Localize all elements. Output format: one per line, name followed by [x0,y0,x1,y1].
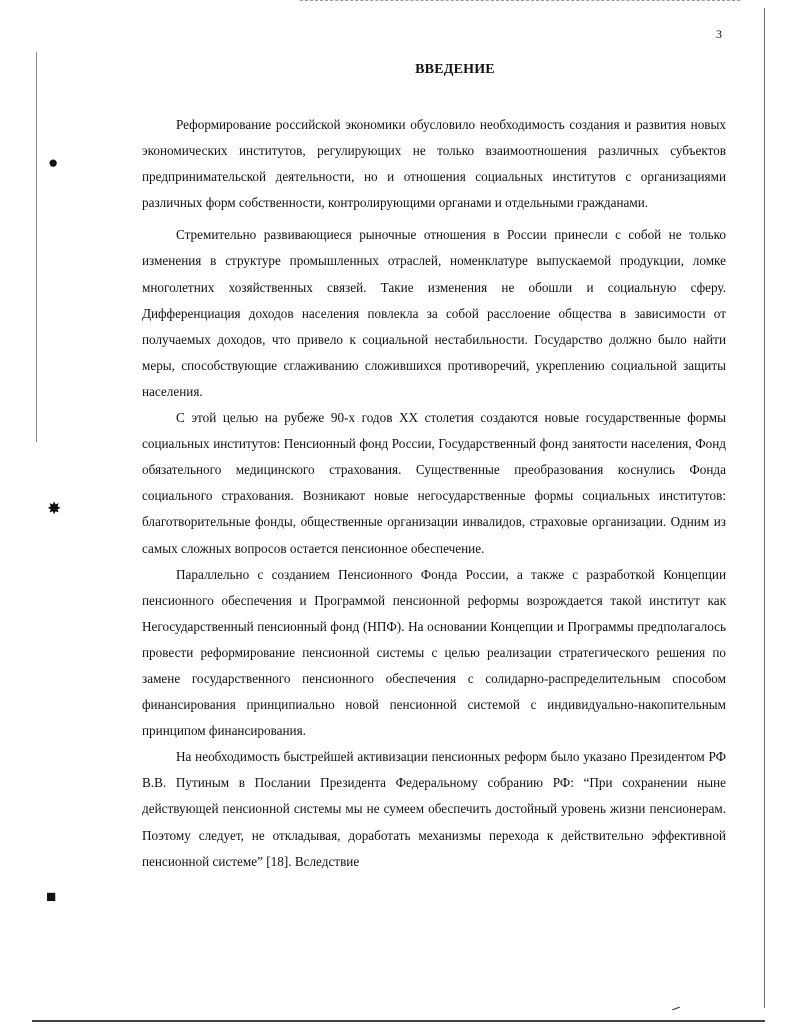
page-title: ВВЕДЕНИЕ [415,62,495,77]
scan-bottom-line [32,1020,765,1022]
paragraph: Реформирование российской экономики обусловило необходимость создания и развития новых экономических институтов, регулирующих не только взаимоотношения различных субъектов предпринимательской деятельности, но и отношения социальных институтов с организациями различных форм собственности, контролирующими органами и отдельными гражданами. [142,117,726,211]
scan-mark [672,1007,680,1011]
punch-hole-mark-icon: ■ [46,887,57,906]
punch-hole-mark-icon: ● [48,153,59,172]
scan-right-margin-line [764,8,765,1008]
paragraph: Параллельно с созданием Пенсионного Фонда России, а также с разработкой Концепции пенсионного обеспечения и Программой пенсионной реформы возрождается такой институт как Негосударственный пенсионный фонд (НПФ). На основании Концепции и Программы предполагалось провести реформирование пенсионной системы с целью реализации стратегического решения по замене государственного пенсионного обеспечения с солидарно-распределительным способом финансирования принципиально новой пенсионной системой с индивидуально-накопительным принципом финансирования. [142,566,726,739]
punch-hole-mark-icon: ✸ [47,499,62,518]
scan-artifact-top-line [300,0,740,2]
body-text [142,112,726,875]
page-number: 3 [716,27,722,41]
paragraph: На необходимость быстрейшей активизации пенсионных реформ было указано Президентом РФ В.В. Путиным в Послании Президента Федеральному собранию РФ: “При сохранении ныне действующей пенсионной системы мы не сумеем обеспечить достойный уровень жизни пенсионерам. Поэтому следует, не откладывая, доработать механизмы перехода к действительно эффективной пенсионной системе” [18]. Вследствие [142,749,726,869]
paragraph: Стремительно развивающиеся рыночные отношения в России принесли с собой не только изменения в структуре промышленных отраслей, номенклатуре выпускаемой продукции, ломке многолетних хозяйственных связей. Такие изменения не обошли и социальную сферу. Дифференциация доходов населения повлекла за собой расслоение общества в зависимости от получаемых доходов, что привело к социальной нестабильности. Государство должно было найти меры, способствующие сглаживанию сложившихся противоречий, укреплению социальной защиты населения. [142,227,726,399]
paragraph: С этой целью на рубеже 90-х годов XX столетия создаются новые государственные формы социальных институтов: Пенсионный фонд России, Государственный фонд занятости населения, Фонд обязательного медицинского страхования. Существенные преобразования коснулись Фонда социального страхования. Возникают новые негосударственные формы социальных институтов: благотворительные фонды, общественные организации инвалидов, страховые организации. Одним из самых сложных вопросов остается пенсионное обеспечение. [142,410,726,556]
scan-left-margin-line [36,52,37,442]
